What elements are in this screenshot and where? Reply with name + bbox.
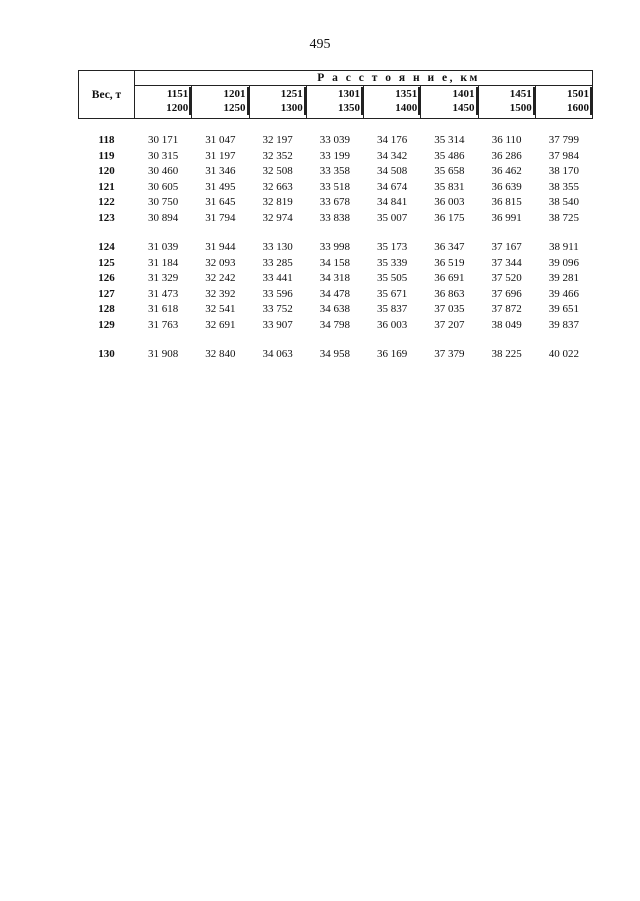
rate-cell: 32 663 (262, 180, 293, 193)
weight-cell: 129 (98, 318, 115, 331)
rate-cell: 33 596 (262, 287, 293, 300)
rate-cell: 36 347 (434, 241, 465, 253)
table-body (79, 119, 593, 363)
range-to: 1400 (366, 101, 420, 115)
rate-cell: 34 508 (377, 165, 408, 177)
rate-cell: 37 984 (548, 149, 580, 162)
group-spacer (79, 226, 593, 240)
rate-cell: 33 199 (319, 149, 350, 162)
rate-cell: 36 991 (491, 211, 522, 224)
weight-cell: 126 (98, 272, 115, 284)
distance-header: Р а с с т о я н и е, км (135, 71, 593, 86)
rate-cell: 34 342 (377, 149, 408, 162)
table-row (79, 240, 593, 256)
group-spacer (79, 119, 593, 134)
rate-cell: 35 671 (377, 287, 408, 300)
rate-cell: 35 486 (434, 149, 465, 162)
rate-cell: 32 508 (262, 165, 293, 177)
range-to: 1250 (194, 101, 248, 115)
rate-cell: 31 763 (148, 318, 179, 331)
rate-cell: 40 022 (548, 348, 580, 360)
range-from: 1151 (137, 87, 191, 101)
range-to: 1600 (538, 101, 592, 115)
rate-cell: 31 473 (148, 287, 179, 300)
table-row (79, 195, 593, 211)
rate-cell: 36 691 (434, 272, 465, 284)
rate-cell: 37 799 (548, 134, 580, 146)
distance-range-header (249, 86, 306, 119)
rate-cell: 31 039 (148, 241, 179, 253)
rate-cell: 30 894 (148, 211, 179, 224)
rate-cell: 36 815 (491, 196, 522, 208)
rate-cell: 36 003 (434, 196, 465, 208)
table-row (79, 302, 593, 318)
rate-cell: 36 003 (377, 318, 408, 331)
group-spacer (79, 333, 593, 347)
rate-cell: 36 169 (377, 348, 408, 360)
weight-cell: 127 (98, 287, 115, 300)
rate-cell: 33 752 (262, 303, 293, 315)
table-row (79, 164, 593, 180)
rate-cell: 36 462 (491, 165, 522, 177)
distance-range-header (478, 86, 535, 119)
rate-cell: 32 093 (205, 256, 236, 269)
rate-cell: 38 725 (548, 211, 580, 224)
rate-cell: 34 063 (262, 348, 293, 360)
rate-cell: 30 460 (148, 165, 179, 177)
rate-cell: 32 691 (205, 318, 236, 331)
rate-cell: 35 173 (377, 241, 408, 253)
distance-range-header (535, 86, 592, 119)
rates-table (78, 70, 593, 363)
table-row (79, 211, 593, 227)
range-to: 1450 (423, 101, 477, 115)
rate-cell: 31 618 (148, 303, 179, 315)
rate-cell: 35 339 (377, 256, 408, 269)
rate-cell: 36 639 (491, 180, 522, 193)
rate-cell: 31 944 (205, 241, 236, 253)
rate-cell: 37 379 (434, 348, 465, 360)
rate-cell: 34 638 (319, 303, 350, 315)
range-from: 1501 (538, 87, 592, 101)
rate-cell: 38 170 (548, 165, 580, 177)
rate-cell: 30 750 (148, 196, 179, 208)
rate-cell: 37 207 (434, 318, 465, 331)
table-row (79, 180, 593, 196)
rate-cell: 32 819 (262, 196, 293, 208)
rate-cell: 33 285 (262, 256, 293, 269)
weight-cell: 128 (98, 303, 115, 315)
table-row (79, 133, 593, 149)
rate-cell: 35 314 (434, 134, 465, 146)
rate-cell: 32 242 (205, 272, 236, 284)
rate-cell: 31 047 (205, 134, 236, 146)
rate-cell: 32 974 (262, 211, 293, 224)
rate-cell: 31 794 (205, 211, 236, 224)
range-to: 1300 (252, 101, 306, 115)
rate-cell: 34 176 (377, 134, 408, 146)
rate-cell: 32 197 (262, 134, 293, 146)
table-row (79, 347, 593, 363)
rate-cell: 38 355 (548, 180, 580, 193)
rate-cell: 38 540 (548, 196, 580, 208)
range-from: 1201 (194, 87, 248, 101)
page-number: 495 (309, 37, 331, 52)
rate-cell: 31 645 (205, 196, 236, 208)
rate-cell: 37 167 (491, 241, 522, 253)
rate-cell: 34 674 (377, 180, 408, 193)
rate-cell: 33 358 (319, 165, 350, 177)
rate-cell: 36 110 (491, 134, 522, 146)
rate-cell: 34 798 (319, 318, 350, 331)
rate-cell: 36 519 (434, 256, 465, 269)
rate-cell: 34 158 (319, 256, 350, 269)
weight-cell: 124 (98, 241, 115, 253)
range-to: 1200 (137, 101, 191, 115)
weight-column-header: Вес, т (79, 71, 135, 119)
rate-cell: 33 678 (319, 196, 350, 208)
rate-cell: 31 197 (205, 149, 236, 162)
distance-range-header (306, 86, 363, 119)
range-to: 1350 (309, 101, 363, 115)
rate-cell: 33 998 (319, 241, 350, 253)
table-header (79, 71, 593, 119)
rate-cell: 37 872 (491, 303, 522, 315)
weight-cell: 118 (98, 134, 115, 146)
rate-cell: 37 344 (491, 256, 522, 269)
rate-cell: 37 696 (491, 287, 522, 300)
rate-cell: 32 392 (205, 287, 236, 300)
rate-cell: 34 478 (319, 287, 350, 300)
rate-cell: 32 541 (205, 303, 236, 315)
rate-cell: 39 466 (548, 287, 580, 300)
rate-cell: 31 329 (148, 272, 179, 284)
rate-cell: 39 281 (548, 272, 580, 284)
rate-cell: 35 658 (434, 165, 465, 177)
rate-cell: 32 840 (205, 348, 236, 360)
weight-cell: 121 (98, 180, 115, 193)
distance-range-header (364, 86, 421, 119)
rate-cell: 39 837 (548, 318, 580, 331)
table-row (79, 256, 593, 272)
rate-cell: 35 831 (434, 180, 465, 193)
weight-cell: 123 (98, 211, 115, 224)
rate-cell: 38 049 (491, 318, 522, 331)
rate-cell: 33 838 (319, 211, 350, 224)
rate-cell: 39 096 (548, 256, 580, 269)
weight-cell: 125 (98, 256, 115, 269)
range-from: 1301 (309, 87, 363, 101)
range-from: 1251 (252, 87, 306, 101)
rate-cell: 34 318 (319, 272, 350, 284)
table-row (79, 318, 593, 334)
rate-cell: 38 911 (548, 241, 579, 253)
table-row (79, 149, 593, 165)
rate-cell: 30 171 (148, 134, 179, 146)
rate-cell: 30 315 (148, 149, 179, 162)
rate-cell: 30 605 (148, 180, 179, 193)
rate-cell: 35 505 (377, 272, 408, 284)
rate-cell: 37 035 (434, 303, 465, 315)
rate-cell: 32 352 (262, 149, 293, 162)
weight-cell: 119 (98, 149, 115, 162)
rate-cell: 31 346 (205, 165, 236, 177)
rate-cell: 36 286 (491, 149, 522, 162)
rate-cell: 31 495 (205, 180, 236, 193)
rate-cell: 33 130 (262, 241, 293, 253)
rate-cell: 33 039 (319, 134, 350, 146)
range-from: 1351 (366, 87, 420, 101)
rate-cell: 35 007 (377, 211, 408, 224)
distance-range-header (192, 86, 249, 119)
table-row (79, 287, 593, 303)
rate-cell: 33 907 (262, 318, 293, 331)
rate-cell: 34 958 (319, 348, 350, 360)
range-from: 1451 (481, 87, 535, 101)
rate-cell: 37 520 (491, 272, 522, 284)
rate-cell: 35 837 (377, 303, 408, 315)
distance-range-row (79, 86, 593, 119)
rate-cell: 34 841 (377, 196, 408, 208)
weight-cell: 120 (98, 165, 115, 177)
distance-range-header (421, 86, 478, 119)
rate-cell: 33 518 (319, 180, 350, 193)
range-to: 1500 (481, 101, 535, 115)
rate-cell: 36 175 (434, 211, 465, 224)
rate-cell: 31 908 (148, 348, 179, 360)
table-row (79, 271, 593, 287)
rate-cell: 38 225 (491, 348, 522, 360)
weight-cell: 130 (98, 348, 115, 360)
rate-cell: 39 651 (548, 303, 580, 315)
weight-cell: 122 (98, 196, 115, 208)
rate-cell: 31 184 (148, 256, 179, 269)
rate-cell: 36 863 (434, 287, 465, 300)
distance-range-header (135, 86, 192, 119)
range-from: 1401 (423, 87, 477, 101)
rate-cell: 33 441 (262, 272, 293, 284)
